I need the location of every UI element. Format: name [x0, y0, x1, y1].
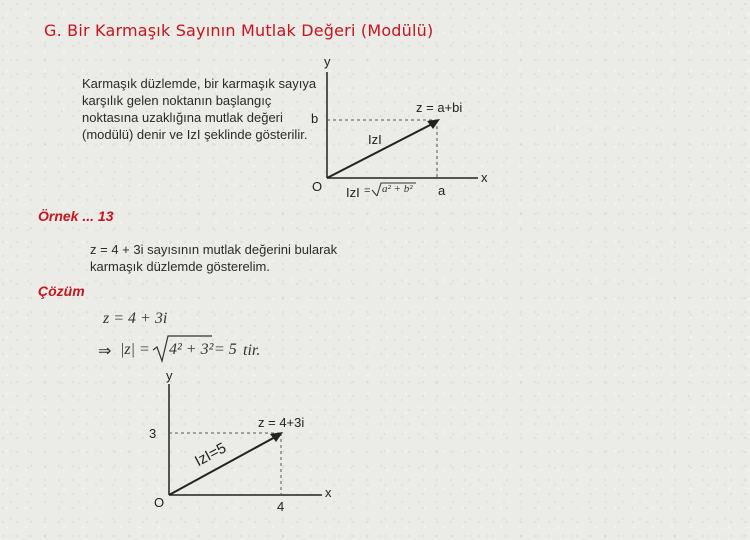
point-label: z = a+bi	[416, 100, 463, 115]
example-text: z = 4 + 3i sayısının mutlak değerini bularak karmaşık düzlemde gösterelim.	[90, 242, 338, 274]
modulus-label: IzI	[368, 132, 382, 147]
modulus-result: = 5	[214, 341, 237, 358]
b-label: b	[311, 111, 319, 126]
solution-label: Çözüm	[38, 283, 85, 299]
solution-line-1: z = 4 + 3i	[103, 310, 168, 327]
y-tick-3: 3	[149, 426, 157, 441]
y-axis-label-2: y	[166, 368, 173, 383]
point-label-2: z = 4+3i	[258, 415, 305, 430]
example-label: Örnek ... 13	[38, 208, 114, 224]
y-axis-label: y	[324, 54, 331, 69]
modulus-label-2: IzI=5	[192, 439, 230, 470]
x-tick-4: 4	[277, 499, 285, 514]
implies-arrow: ⇒	[98, 343, 112, 360]
modulus-suffix: tir.	[243, 342, 261, 359]
modulus-radicand: 4² + 3²	[169, 341, 214, 358]
page-title: G. Bir Karmaşık Sayının Mutlak Değeri (Modülü)	[44, 21, 434, 40]
modulus-lhs: |z| =	[120, 341, 150, 358]
definition-text: Karmaşık düzlemde, bir karmaşık sayıya karşılık gelen noktanın başlangıç noktasına uzaklığına mutlak değeri (modülü) denir ve IzI şeklinde gösterilir.	[82, 76, 317, 142]
formula-radicand: a² + b²	[382, 183, 413, 195]
origin-label: O	[312, 179, 323, 194]
origin-label-2: O	[154, 495, 165, 510]
formula-equals: =	[364, 185, 371, 197]
a-label: a	[438, 183, 446, 198]
formula-lhs: IzI	[346, 185, 360, 200]
x-axis-label: x	[481, 170, 488, 185]
x-axis-label-2: x	[325, 485, 332, 500]
